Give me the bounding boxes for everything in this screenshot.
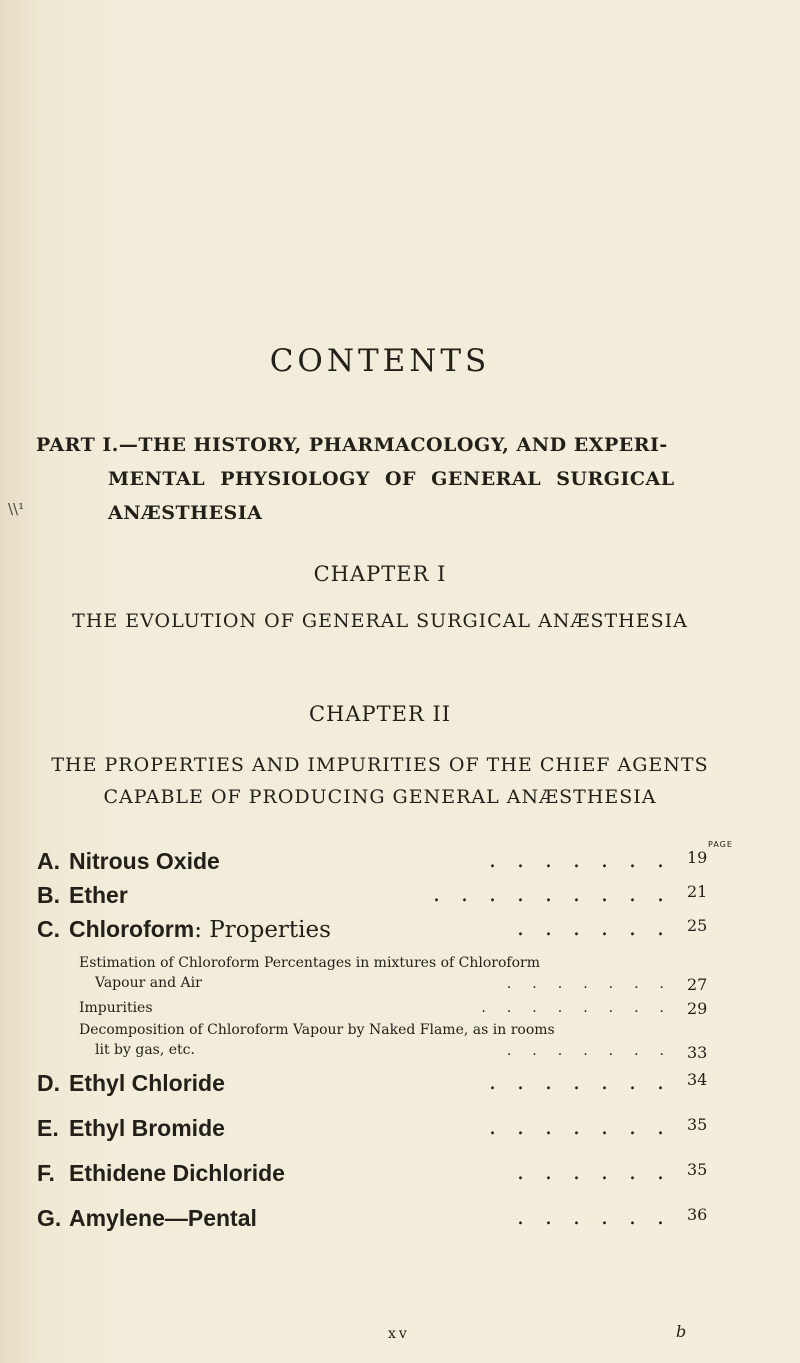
leader-dots: ....... [489,1070,685,1095]
chapter-2-title-line-2: CAPABLE OF PRODUCING GENERAL ANÆSTHESIA [103,786,657,808]
entry-page: 21 [687,882,708,901]
toc-subentry-estimation [79,953,727,993]
chapter-2-heading: CHAPTER II [308,702,452,726]
entry-label: Ethyl Chloride [69,1070,225,1096]
entry-letter: B. [37,882,60,908]
leader-dots: ......... [433,882,685,907]
page-title: CONTENTS [269,343,491,379]
leader-dots: ...... [517,1160,685,1185]
leader-dots: ....... [506,976,685,992]
leader-dots: ...... [517,916,685,941]
subentry-line-1: Estimation of Chloroform Percentages in mixtures of Chloroform [79,955,540,971]
toc-entry-c [37,916,727,950]
subentry-line-2: Vapour and Air [95,975,202,991]
subentry-page: 29 [687,999,708,1018]
toc-entry-f [37,1160,727,1194]
toc-entry-b [37,882,727,916]
page-column-label: PAGE [708,840,733,849]
subentry-line-1: Impurities [79,1000,153,1016]
signature-mark: b [676,1322,687,1341]
leader-dots: ....... [506,1043,685,1059]
entry-label: Nitrous Oxide [69,848,220,874]
toc-entry-d [37,1070,727,1104]
entry-label: Ethidene Dichloride [69,1160,285,1186]
entry-label: Amylene—Pental [69,1205,257,1231]
entry-letter: D. [37,1070,60,1096]
chapter-2-title [0,749,760,813]
toc-subentry-decomposition [79,1020,727,1060]
entry-page: 34 [687,1070,708,1089]
entry-page: 25 [687,916,708,935]
subentry-line-1: Decomposition of Chloroform Vapour by Naked Flame, as in rooms [79,1022,555,1038]
subentry-page: 33 [687,1043,708,1062]
part-heading [36,428,726,530]
entry-label: Ethyl Bromide [69,1115,225,1141]
page-number-roman: xv [388,1326,410,1342]
entry-label: Chloroform [69,916,195,942]
part-heading-line-3: ANÆSTHESIA [108,502,263,524]
entry-letter: F. [37,1160,55,1186]
entry-letter: E. [37,1115,59,1141]
margin-pencil-mark: \\¹ [8,500,25,518]
part-heading-line-1: PART I.—THE HISTORY, PHARMACOLOGY, AND EXPERI- [36,434,668,456]
toc-subentry-impurities [79,998,727,1018]
leader-dots: ....... [489,848,685,873]
subentry-line-2: lit by gas, etc. [95,1042,195,1058]
leader-dots: ........ [481,1000,685,1016]
toc-entry-g [37,1205,727,1239]
leader-dots: ....... [489,1115,685,1140]
entry-letter: A. [37,848,60,874]
entry-letter: C. [37,916,60,942]
leader-dots: ...... [517,1205,685,1230]
part-heading-line-2: MENTAL PHYSIOLOGY OF GENERAL SURGICAL [108,468,675,490]
entry-page: 19 [687,848,708,867]
toc-entry-e [37,1115,727,1149]
chapter-2-title-line-1: THE PROPERTIES AND IMPURITIES OF THE CHIEF AGENTS [51,754,709,776]
entry-page: 35 [687,1160,708,1179]
entry-label-suffix: : Properties [194,917,331,943]
entry-label: Ether [69,882,128,908]
entry-page: 35 [687,1115,708,1134]
chapter-1-heading: CHAPTER I [313,562,447,586]
entry-letter: G. [37,1205,62,1231]
chapter-1-title: THE EVOLUTION OF GENERAL SURGICAL ANÆSTHESIA [72,610,688,632]
subentry-page: 27 [687,975,708,994]
entry-page: 36 [687,1205,708,1224]
toc-entry-a [37,848,727,882]
